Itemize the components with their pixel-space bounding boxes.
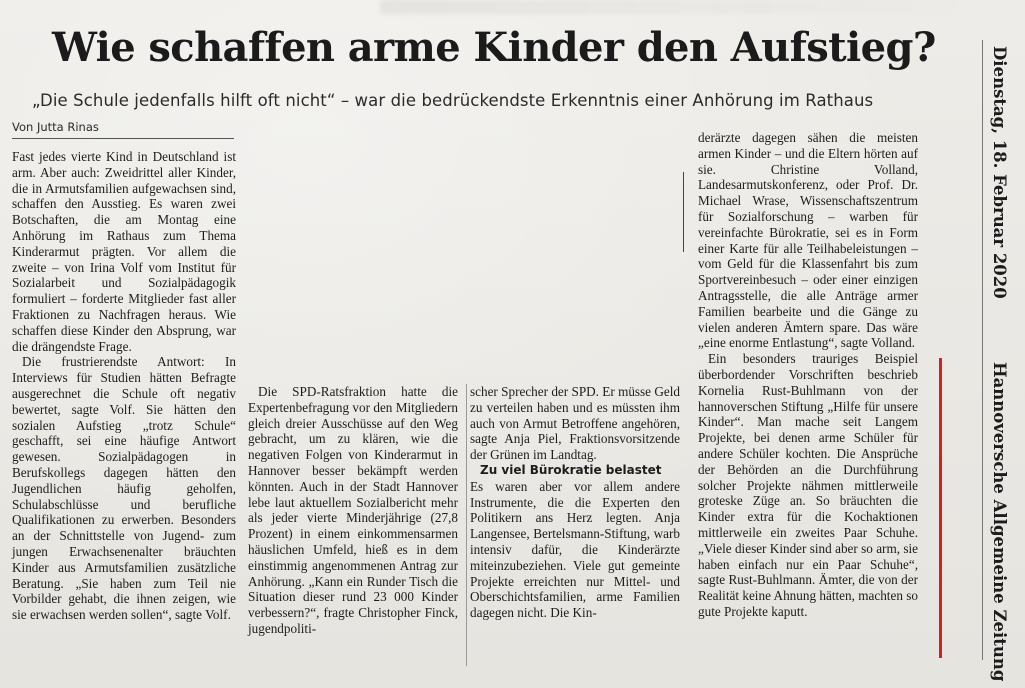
newspaper-name: Hannoversche Allgemeine Zeitung bbox=[990, 362, 1009, 682]
article-headline: Wie schaffen arme Kinder den Aufstieg? bbox=[52, 24, 936, 71]
paragraph: Die frustrierendste Antwort: In Interviews für Studien hätten Befragte ausgerechnet die Schule oft negativ bewertet, sagte Volf. Sie hätten den sozialen Aufstieg „trotz Schule“ geschafft, sei eine häufige Antwort gewesen. Sozialpädagogen in Berufskollegs dagegen hätten den Jugendlichen häufig geholfen, Schulabschlüsse und berufliche Qualifikationen zu erwerben. Besonders an der Schnittstelle von Jugend- zum jungen Erwachsenenalter bräuchten Kinder aus Armutsfamilien zusätzliche Beratung. „Sie haben zum Teil nie Vorbilder gehabt, die ihnen zeigen, wie sie erwachsen werden sollen“, sagte Volf. bbox=[12, 354, 236, 623]
article-byline: Von Jutta Rinas bbox=[12, 120, 99, 134]
article-column-2 bbox=[248, 384, 458, 637]
paragraph: Die SPD-Ratsfraktion hatte die Expertenbefragung vor den Mitgliedern gleich dreier Ausschüsse auf den Weg gebracht, um zu klären, wie die negativen Folgen von Kinderarmut in Hannover besser bekämpft werden könnten. Auch in der Stadt Hannover lebe laut aktuellem Sozialbericht mehr als jeder vierte Minderjährige (27,8 Prozent) in einem einkommensarmen häuslichen Umfeld, hieß es in dem einstimmig angenommenen Antrag zur Anhörung. „Kann ein Runder Tisch die Situation dieser rund 23 000 Kinder verbessern?“, fragte Christopher Finck, jugendpoliti- bbox=[248, 384, 458, 636]
red-marker-line bbox=[939, 358, 942, 658]
paragraph: scher Sprecher der SPD. Er müsse Geld zu verteilen haben und es müssten ihm auch von Armut Betroffene angehören, sagte Anja Piel, Fraktionsvorsitzende der Grünen im Landtag. bbox=[470, 384, 680, 463]
section-subtitle: Zu viel Bürokratie belastet bbox=[480, 462, 662, 477]
publication-date: Dienstag, 18. Februar 2020 bbox=[990, 46, 1009, 299]
byline-divider bbox=[12, 138, 234, 139]
masthead-strip bbox=[970, 40, 1018, 682]
article-subheadline: „Die Schule jedenfalls hilft oft nicht“ – war die bedrückendste Erkenntnis einer Anhörung im Rathaus bbox=[32, 91, 874, 110]
article-column-3 bbox=[470, 384, 680, 621]
scan-artifact-line bbox=[683, 172, 684, 252]
bleed-through-shadow bbox=[380, 0, 980, 14]
article-column-4 bbox=[698, 130, 918, 620]
article-column-1 bbox=[12, 149, 236, 623]
masthead-divider bbox=[982, 40, 983, 660]
paragraph: derärzte dagegen sähen die meisten armen Kinder – und die Eltern hörten auf sie. Christine Volland, Landesarmutskonferenz, oder Prof. Dr. Michael Wrase, Wissenschaftszentrum für Sozialforschung – warben für vereinfachte Bürokratie, sei es in Form einer Karte für alle Teilhabeleistungen – vom Geld für die Klassenfahrt bis zum Sportvereinbesuch – oder einer einzigen Antragsstelle, die alle Anträge armer Familien bearbeite und die Gänge zu vielen anderen Ämtern spare. Das wäre „eine enorme Entlastung“, sagte Volland. bbox=[698, 130, 918, 351]
paragraph: Es waren aber vor allem andere Instrumente, die die Experten den Politikern ans Herz legten. Anja Langensee, Bertelsmann-Stiftung, warb intensiv dafür, die Kinderärzte miteinzubeziehen. Viele gut gemeinte Projekte erreichten nur Mittel- und Oberschichtsfamilien, arme Familien dagegen nicht. Die Kin- bbox=[470, 478, 680, 621]
column-divider bbox=[466, 384, 467, 666]
paragraph: Ein besonders trauriges Beispiel überbordender Vorschriften beschrieb Kornelia Rust-Buhlmann von der hannoverschen Stiftung „Hilfe für unsere Kinder“. Man mache seit Langem Projekte, bei denen arme Schüler für andere Schüler kochten. Die Ansprüche der Behörden an die Durchführung solcher Projekte nähmen mittlerweile groteske Züge an. So bräuchten die Kinder extra für die Kochaktionen mittlerweile ein zweites Paar Schuhe. „Viele dieser Kinder sind aber so arm, sie haben einfach nur ein Paar Schuhe“, sagte Rust-Buhlmann. Ämter, die von der Realität keine Ahnung hätten, machten so gute Projekte kaputt. bbox=[698, 351, 918, 619]
paragraph: Fast jedes vierte Kind in Deutschland ist arm. Aber auch: Zweidrittel aller Kinder, die in Armutsfamilien aufgewachsen sind, schaffen den Ausstieg. Es waren zwei Botschaften, die am Montag eine Anhörung im Rathaus zum Thema Kinderarmut prägten. Vor allem die zweite – von Irina Volf vom Institut für Sozialarbeit und Sozialpädagogik formuliert – forderte Mitglieder fast aller Fraktionen zu Nachfragen heraus. Wie schaffen diese Kinder den Absprung, war die drängendste Frage. bbox=[12, 149, 236, 354]
